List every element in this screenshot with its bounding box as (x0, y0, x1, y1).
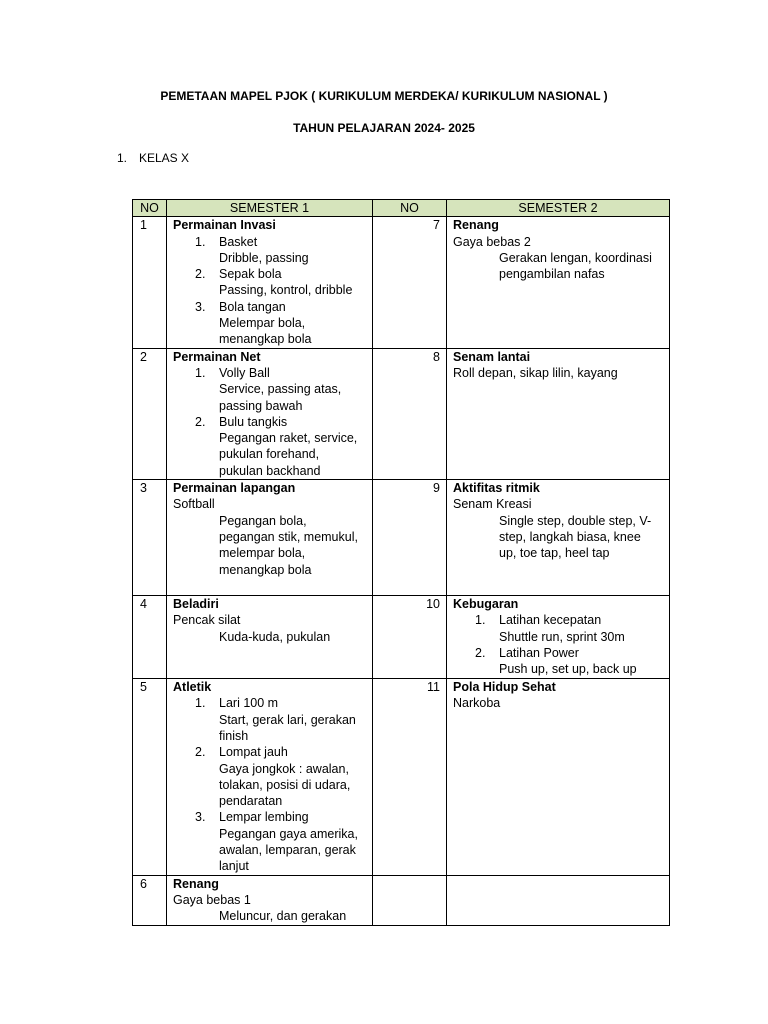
list-item (173, 414, 366, 430)
semester-1-cell (167, 217, 373, 348)
topic-subtitle: Roll depan, sikap lilin, kayang (453, 365, 618, 380)
topic-description: up, toe tap, heel tap (499, 546, 610, 561)
topic-title: Permainan Invasi (173, 218, 276, 233)
list-item-description: Melempar bola, (219, 316, 306, 331)
topic-description: pengambilan nafas (499, 267, 605, 282)
header-no-2: NO (373, 200, 447, 217)
list-item-description: pukulan forehand, (219, 447, 320, 462)
list-item-description: Gaya jongkok : awalan, (219, 761, 349, 776)
list-item-description: tolakan, posisi di udara, (219, 777, 351, 792)
list-item-number: 1. (195, 365, 206, 380)
topic-subtitle: Senam Kreasi (453, 497, 532, 512)
list-item-name: Volly Ball (219, 365, 270, 380)
semester-2-cell (447, 348, 670, 479)
semester-1-cell (167, 348, 373, 479)
topic-title: Renang (453, 218, 499, 233)
topic-description: step, langkah biasa, knee (499, 529, 641, 544)
list-item-description: passing bawah (219, 398, 303, 413)
list-item-description: pukulan backhand (219, 463, 321, 478)
row-number-semester-1: 6 (133, 875, 167, 925)
semester-2-cell (447, 679, 670, 876)
row-number-semester-2: 8 (373, 348, 447, 479)
topic-title: Permainan lapangan (173, 481, 296, 496)
topic-subtitle: Gaya bebas 2 (453, 234, 531, 249)
list-item-description: Push up, set up, back up (499, 662, 637, 677)
semester-2-cell (447, 217, 670, 348)
list-item-number: 2. (195, 414, 206, 429)
table-row (133, 480, 670, 596)
semester-2-cell (447, 480, 670, 596)
topic-description: Meluncur, dan gerakan (219, 909, 347, 924)
topic-title: Senam lantai (453, 349, 531, 364)
list-item-description: menangkap bola (219, 332, 312, 347)
row-number-semester-1: 2 (133, 348, 167, 479)
list-item-number: 3. (195, 810, 206, 825)
header-no-1: NO (133, 200, 167, 217)
list-item-name: Bola tangan (219, 299, 286, 314)
class-number: 1. (117, 151, 128, 165)
semester-1-cell (167, 679, 373, 876)
table-row (133, 596, 670, 679)
topic-title: Permainan Net (173, 349, 261, 364)
topic-title: Atletik (173, 680, 212, 695)
topic-description: Pegangan bola, (219, 513, 307, 528)
topic-title: Pola Hidup Sehat (453, 680, 556, 695)
semester-2-cell (447, 875, 670, 925)
topic-subtitle: Narkoba (453, 696, 501, 711)
list-item-name: Lempar lembing (219, 810, 309, 825)
topic-description: melempar bola, (219, 546, 306, 561)
topic-title: Beladiri (173, 597, 219, 612)
list-item-description: Start, gerak lari, gerakan (219, 712, 356, 727)
table-row (133, 875, 670, 925)
list-item-description: pendaratan (219, 794, 283, 809)
topic-description: Kuda-kuda, pukulan (219, 629, 331, 644)
list-item-name: Latihan kecepatan (499, 613, 602, 628)
row-number-semester-1: 1 (133, 217, 167, 348)
semester-2-cell (447, 596, 670, 679)
list-item-number: 2. (475, 645, 486, 660)
list-item-number: 2. (195, 267, 206, 282)
list-item-description: Pegangan raket, service, (219, 431, 358, 446)
list-item (453, 645, 663, 661)
list-item-description: finish (219, 728, 249, 743)
list-item-description: Dribble, passing (219, 250, 309, 265)
row-number-semester-1: 4 (133, 596, 167, 679)
list-item-description: lanjut (219, 859, 249, 874)
row-number-semester-1: 5 (133, 679, 167, 876)
topic-description: Gerakan lengan, koordinasi (499, 250, 652, 265)
semester-1-cell (167, 875, 373, 925)
academic-year: TAHUN PELAJARAN 2024- 2025 (293, 121, 475, 135)
list-item-description: Passing, kontrol, dribble (219, 283, 353, 298)
row-number-semester-2 (373, 875, 447, 925)
list-item-number: 2. (195, 745, 206, 760)
list-item-number: 1. (475, 613, 486, 628)
list-item (173, 266, 366, 282)
list-item-name: Basket (219, 234, 258, 249)
semester-1-cell (167, 596, 373, 679)
list-item-description: Shuttle run, sprint 30m (499, 629, 625, 644)
mapping-table (132, 199, 670, 926)
list-item-description: Pegangan gaya amerika, (219, 826, 358, 841)
semester-1-cell (167, 480, 373, 596)
list-item (173, 365, 366, 381)
list-item (173, 809, 366, 825)
topic-title: Renang (173, 876, 219, 891)
list-item-name: Lari 100 m (219, 696, 279, 711)
topic-title: Kebugaran (453, 597, 519, 612)
row-number-semester-2: 9 (373, 480, 447, 596)
row-number-semester-1: 3 (133, 480, 167, 596)
row-number-semester-2: 7 (373, 217, 447, 348)
topic-subtitle: Pencak silat (173, 613, 241, 628)
table-row (133, 217, 670, 348)
list-item-description: awalan, lemparan, gerak (219, 843, 356, 858)
topic-description: menangkap bola (219, 562, 312, 577)
table-row (133, 348, 670, 479)
topic-description: Single step, double step, V- (499, 513, 652, 528)
list-item (173, 299, 366, 315)
topic-subtitle: Gaya bebas 1 (173, 892, 251, 907)
list-item (173, 234, 366, 250)
topic-title: Aktifitas ritmik (453, 481, 540, 496)
table-row (133, 679, 670, 876)
class-label: KELAS X (139, 151, 190, 165)
header-semester-2: SEMESTER 2 (447, 200, 670, 217)
topic-description: pegangan stik, memukul, (219, 529, 358, 544)
header-semester-1: SEMESTER 1 (167, 200, 373, 217)
topic-subtitle: Softball (173, 497, 215, 512)
list-item-name: Lompat jauh (219, 745, 288, 760)
row-number-semester-2: 10 (373, 596, 447, 679)
list-item-number: 1. (195, 234, 206, 249)
row-number-semester-2: 11 (373, 679, 447, 876)
list-item (173, 744, 366, 760)
table-header-row (133, 200, 670, 217)
list-item-number: 1. (195, 696, 206, 711)
document-title: PEMETAAN MAPEL PJOK ( KURIKULUM MERDEKA/ KURIKULUM NASIONAL ) (160, 89, 608, 103)
list-item-description: Service, passing atas, (219, 382, 342, 397)
list-item-name: Bulu tangkis (219, 414, 288, 429)
list-item-number: 3. (195, 299, 206, 314)
list-item-name: Sepak bola (219, 267, 282, 282)
list-item (453, 612, 663, 628)
class-heading (117, 151, 189, 165)
list-item (173, 695, 366, 711)
list-item-name: Latihan Power (499, 645, 579, 660)
